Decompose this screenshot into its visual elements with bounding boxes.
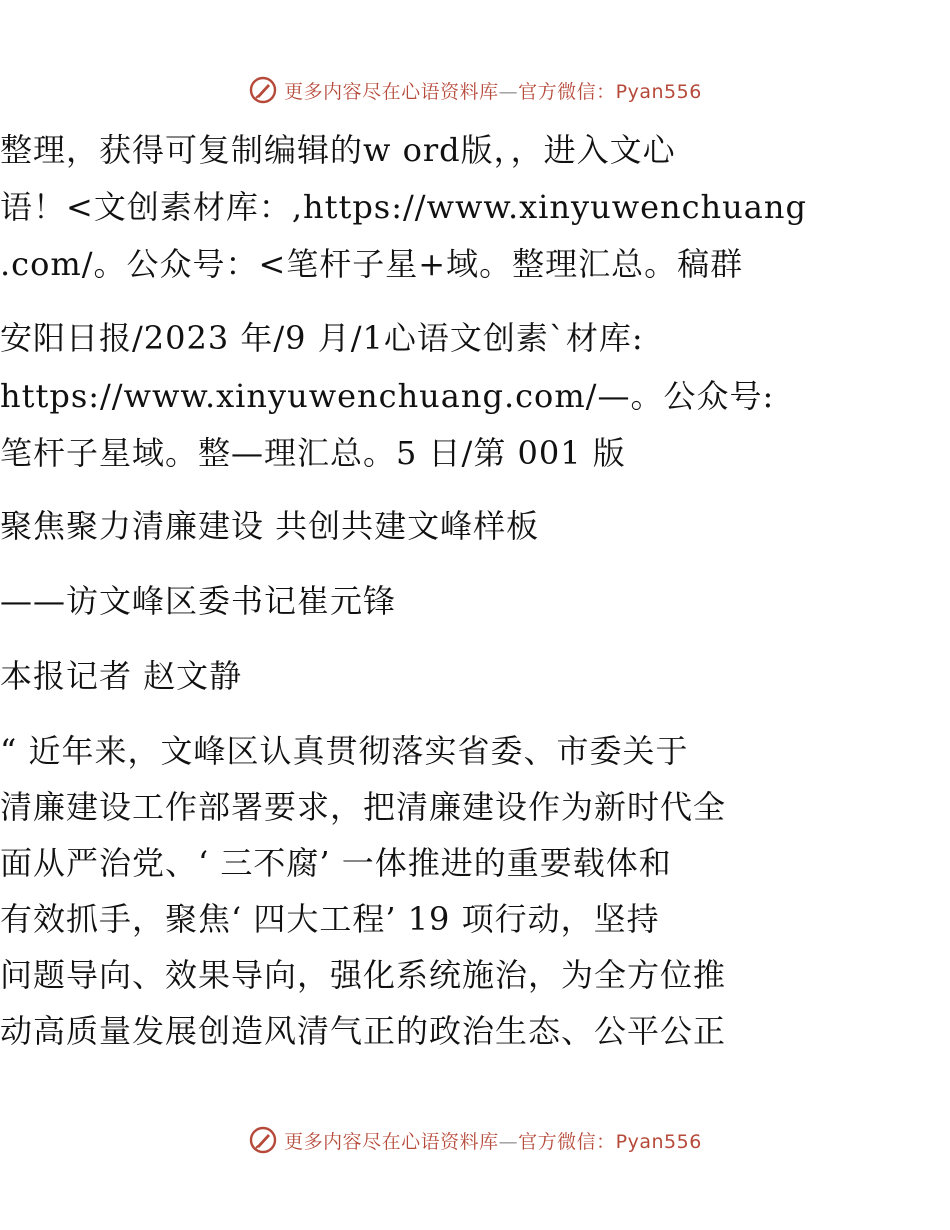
text-line-6: 笔杆子星域。整—理汇总。5 日/第 001 版	[0, 434, 626, 472]
watermark-contact: 官方微信：Pyan556	[518, 1130, 702, 1153]
watermark-dash: —	[498, 80, 519, 103]
watermark-contact: 官方微信：Pyan556	[518, 80, 702, 103]
paragraph-line-4: 有效抓手，聚焦‘ 四大工程’ 19 项行动，坚持	[0, 900, 660, 938]
paragraph-line-5: 问题导向、效果导向，强化系统施治，为全方位推	[0, 956, 727, 994]
paragraph-line-1: “ 近年来，文峰区认真贯彻落实省委、市委关于	[0, 732, 689, 770]
watermark-dash: —	[498, 1130, 519, 1153]
paragraph-line-6: 动高质量发展创造风清气正的政治生态、公平公正	[0, 1012, 727, 1050]
article-subtitle: ——访文峰区委书记崔元锋	[0, 582, 397, 620]
watermark-text	[284, 1127, 702, 1154]
watermark-main: 更多内容尽在心语资料库	[284, 80, 499, 103]
quill-logo-icon	[248, 75, 278, 105]
quill-logo-icon	[248, 1125, 278, 1155]
text-line-3: .com/。公众号：<笔杆子星+域。整理汇总。稿群	[0, 245, 744, 283]
paragraph-line-2: 清廉建设工作部署要求，把清廉建设作为新时代全	[0, 788, 727, 826]
footer-watermark	[0, 1120, 950, 1160]
text-line-5: https://www.xinyuwenchuang.com/—。公众号:	[0, 377, 775, 415]
article-title: 聚焦聚力清廉建设 共创共建文峰样板	[0, 507, 540, 545]
text-line-4: 安阳日报/2023 年/9 月/1心语文创素`材库:	[0, 319, 644, 357]
text-line-2: 语！<文创素材库：,https://www.xinyuwenchuang	[0, 188, 807, 226]
header-watermark	[0, 70, 950, 110]
watermark-text	[284, 77, 702, 104]
reporter-byline: 本报记者 赵文静	[0, 657, 243, 695]
paragraph-line-3: 面从严治党、‘ 三不腐’ 一体推进的重要载体和	[0, 844, 672, 882]
watermark-main: 更多内容尽在心语资料库	[284, 1130, 499, 1153]
text-line-1: 整理，获得可复制编辑的w ord版，，进入文心	[0, 131, 676, 169]
